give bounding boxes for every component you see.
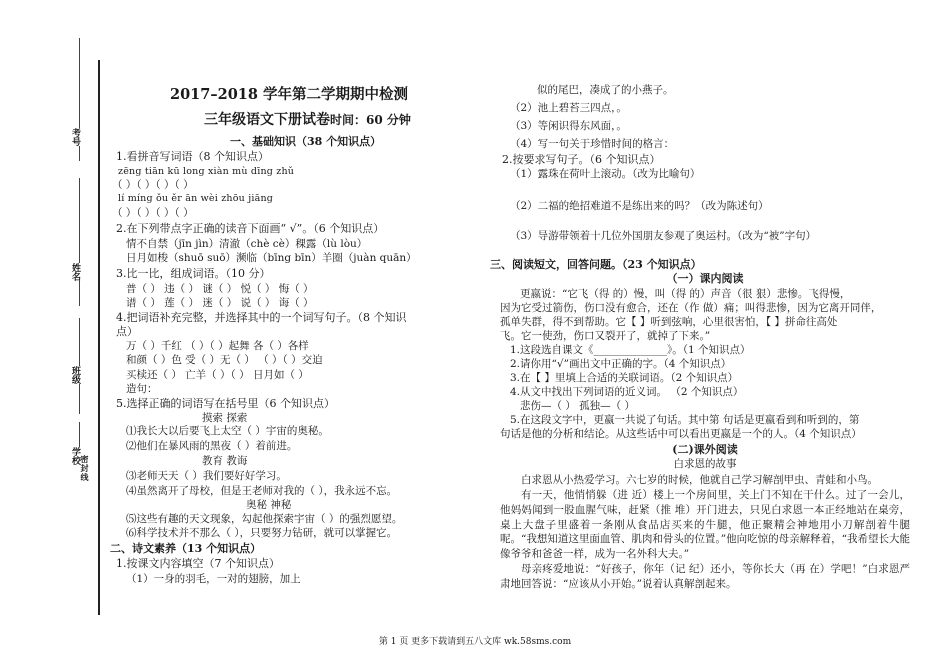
- q1-pinyin-row1: zēng tiān kū long xiàn mù dīng zhǔ: [118, 166, 295, 177]
- seal-line-mark: [80, 455, 92, 482]
- q5-sentence-6: ⑹科学技术并不那么（ ），只要努力钻研，就可以掌握它。: [126, 527, 398, 539]
- page-footer: 第 1 页 更多下载请到五八文库 wk.58sms.com: [378, 637, 572, 647]
- name-field: [70, 178, 90, 306]
- name-label: 姓名: [70, 263, 80, 281]
- story-title: 白求恩的故事: [673, 458, 737, 470]
- q4-line1: 万（ ）千红 （ ）（ ）起舞 各（ ）各样: [126, 340, 309, 352]
- passage1-q3: 3.在【 】里填上合适的关联词语。（2 个知识点）: [510, 372, 739, 384]
- q4-title: 4.把词语补充完整，并选择其中的一个词写句子。（8 个知识: [116, 311, 407, 324]
- poem-continuation: 似的尾巴，凑成了的小燕子。: [537, 84, 674, 96]
- passage1-q4-blanks: 悲伤—（ ） 孤独—（ ）: [520, 400, 636, 412]
- exam-number-field: [70, 38, 90, 161]
- s2-q1-title: 1.按课文内容填空（7 个知识点）: [116, 557, 280, 570]
- passage1-q4: 4.从文中找出下列词语的近义词。 （2 个知识点）: [510, 386, 744, 398]
- exam-number-label: 考号: [70, 128, 80, 146]
- q5-sentence-3: ⑶老师天天（ ）我们要好好学习。: [126, 470, 287, 482]
- binding-line: [98, 60, 100, 615]
- q5-sentence-4: ⑷虽然离开了母校，但是王老师对我的（ ），我永远不忘。: [126, 485, 398, 497]
- story-paragraph-2: 有一天，他悄悄躲（进 近）楼上一个房间里，关上门不知在干什么。过了一会儿，他妈妈闻到一股血腥气味，赶紧（推 堆）开门进去，只见白求恩一本正经地站在桌旁，桌上大盘子里盛着一条刚从食品店买来的牛腿，他正聚精会神地用小刀解剖着牛腿呢。“我想知道这里面血管、肌肉和骨头的位置。”他向吃惊的母亲解释着，“我希望长大能像爷爷和爸爸一样，成为一名外科大夫。”: [500, 489, 910, 561]
- class-line: [79, 318, 80, 366]
- q5-sentence-5: ⑸这些有趣的天文现象，勾起他探索宇宙（ ）的强烈愿望。: [126, 513, 403, 525]
- name-line: [79, 178, 80, 263]
- passage1-q1: 1.这段选自课文《______________》。（1 个知识点）: [510, 344, 751, 356]
- exam-number-line: [79, 38, 80, 128]
- passage1-line3: 孤单失群，得不到帮助。它【 】听到弦响，心里很害怕，【 】拼命往高处: [500, 316, 838, 328]
- q4-sentence-prompt: 造句：: [126, 383, 158, 395]
- q2-line1: 情不自禁（jīn jìn）清澈（chè cè）稞露（lù lòu）: [126, 238, 368, 250]
- q3-title: 3.比一比，组成词语。（10 分）: [116, 267, 271, 280]
- school-label: 学校: [70, 447, 80, 465]
- story-paragraph-1: 白求恩从小热爱学习。六七岁的时候，他就自己学习解剖甲虫、青蛙和小鸟。: [521, 474, 878, 486]
- passage1-q5-line1: 5.在这段文字中，更嬴一共说了句话。其中第 句话是更嬴看到和听到的，第: [510, 414, 860, 426]
- poem-item-4: （4）写一句关于珍惜时间的格言：: [510, 138, 675, 150]
- binding-margin: [0, 0, 110, 671]
- s2-q2-title: 2.按要求写句子。（6 个知识点）: [502, 153, 661, 166]
- section-3-heading: 三、阅读短文，回答问题。（23 个知识点）: [490, 258, 702, 271]
- q2-line2: 日月如梭（shuō suō）濒临（bīng bīn）羊圈（juàn quān）: [126, 252, 417, 264]
- q4-title-cont: 点）: [116, 325, 138, 338]
- q5-options-3: 奥秘 神秘: [246, 499, 292, 511]
- time-limit: 时间：60 分钟: [330, 113, 411, 127]
- passage1-line2: 因为它受过箭伤，伤口没有愈合，还在（作 做）痛；叫得悲惨，因为它离开同伴，: [500, 302, 882, 314]
- subtitle-text: 三年级语文下册试卷: [204, 112, 330, 128]
- poem-item-2: （2）池上碧苔三四点，。: [510, 102, 627, 114]
- school-line: [79, 422, 80, 447]
- exam-subtitle: [204, 112, 411, 130]
- q3-line1: 普（ ） 违（ ） 谜（ ） 悦（ ） 悔（ ）: [126, 283, 314, 295]
- passage1-q2: 2.请你用“√”画出文中正确的字。（4 个知识点）: [510, 358, 732, 370]
- q5-title: 5.选择正确的词语写在括号里（6 个知识点）: [116, 397, 335, 410]
- q1-blank-row2: （ ）（ ）（ ）（ ）: [112, 207, 194, 219]
- in-class-reading-heading: （一）课内阅读: [666, 272, 744, 285]
- seal-line-label: 密封线: [80, 455, 90, 482]
- poem-item-3: （3）等闲识得东风面，。: [510, 120, 627, 132]
- exam-title: 2017–2018 学年第二学期期中检测: [170, 86, 409, 103]
- q5-options-2: 教育 教诲: [202, 455, 248, 467]
- q3-line2: 谱（ ） 莲（ ） 迷（ ） 说（ ） 诲（ ）: [126, 297, 314, 309]
- section-1-heading: 一、基础知识（38 个知识点）: [230, 135, 382, 148]
- q1-blank-row1: （ ）（ ）（ ）（ ）: [112, 179, 194, 191]
- q4-line2: 和颜（ ）色 受（ ）无（ ） （ ）（ ）交迫: [126, 354, 323, 366]
- s2-q2-item1: （1）露珠在荷叶上滚动。（改为比喻句）: [510, 168, 701, 180]
- extracurricular-reading-heading: (二)课外阅读: [672, 443, 738, 456]
- q4-line3: 买椟还（ ） 亡羊（ ）（ ） 日月如（ ）: [126, 369, 309, 381]
- class-label: 班级: [70, 366, 80, 384]
- q1-pinyin-row2: lí míng ǒu ěr ān wèi zhōu jiāng: [118, 193, 274, 204]
- passage1-line4: 飞。它一使劲，伤口又裂开了，就掉了下来。”: [500, 330, 711, 342]
- q5-options-1: 摸索 探索: [202, 412, 248, 424]
- s2-q2-item3: （3）导游带领着十几位外国朋友参观了奥运村。（改为“被”字句）: [510, 230, 817, 242]
- s2-q1-item1: （1）一身的羽毛，一对的翅膀，加上: [126, 573, 301, 585]
- story-paragraph-3: 母亲疼爱地说：“好孩子，你年（记 纪）还小，等你长大（再 在）学吧！”白求恩严肃地回答说：“应该从小开始。”说着认真解剖起来。: [500, 563, 910, 590]
- q5-sentence-1: ⑴我长大以后要飞上太空（ ）宇宙的奥秘。: [126, 425, 329, 437]
- passage1-q5-line2: 句话是他的分析和结论。从这些话中可以看出更嬴是一个的人。（4 个知识点）: [500, 428, 862, 440]
- section-2-heading: 二、诗文素养（13 个知识点）: [110, 542, 262, 555]
- s2-q2-item2: （2）二福的绝招难道不是练出来的吗？（改为陈述句）: [510, 200, 769, 212]
- q5-sentence-2: ⑵他们在暴风雨的黑夜（ ）着前进。: [126, 440, 298, 452]
- q1-title: 1.看拼音写词语（8 个知识点）: [116, 150, 269, 163]
- q2-title: 2.在下列带点字正确的读音下面画“ √”。（6 个知识点）: [116, 222, 385, 235]
- passage1-line1: 更嬴说：“它飞（得 的）慢，叫（得 的）声音（很 狠）悲惨。飞得慢，: [520, 288, 851, 300]
- class-field: [70, 318, 90, 414]
